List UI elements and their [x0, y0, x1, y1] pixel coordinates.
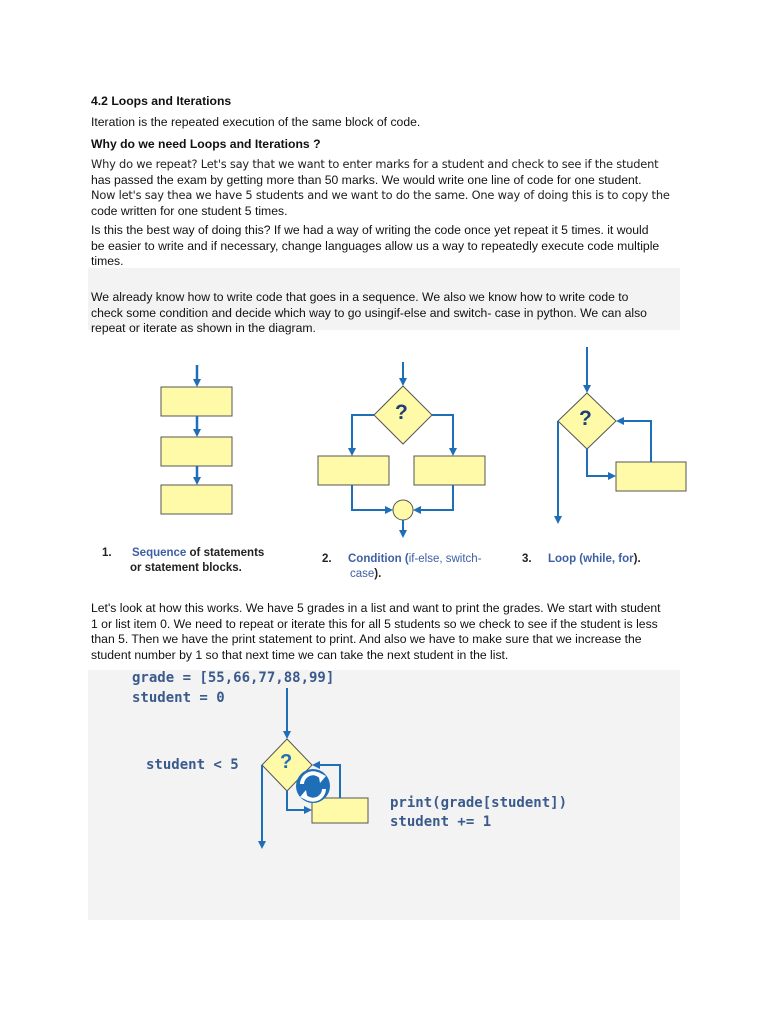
- caption-3-number: 3.: [522, 553, 532, 565]
- why-line-2: has passed the exam by getting more than 50 marks. We would write one line of code for one student.: [91, 172, 642, 187]
- why-heading: Why do we need Loops and Iterations ?: [91, 137, 321, 151]
- code-condition: student < 5: [146, 757, 239, 773]
- example-line-3: than 5. Then we have the print statement to print. And also we have to make sure that we increase the: [91, 632, 642, 646]
- code-question-mark: ?: [280, 751, 293, 773]
- caption-2-end: ).: [374, 568, 382, 580]
- caption-3-blue: Loop (while, for: [548, 553, 634, 565]
- best-way-line-3: times.: [91, 254, 124, 268]
- best-way-line-2: be easier to write and if necessary, change languages allow us a way to repeatedly execute code multiple: [91, 238, 660, 253]
- caption-1-rest: of statements: [186, 547, 265, 559]
- why-line-4: code written for one student 5 times.: [91, 203, 288, 218]
- code-grade-line: grade = [55,66,77,88,99]: [132, 670, 335, 686]
- example-paragraph: [91, 601, 691, 663]
- example-line-1: Let's look at how this works. We have 5 grades in a list and want to print the grades. We start with student: [91, 601, 661, 615]
- code-print-line: print(grade[student]): [390, 795, 568, 811]
- code-loop-diagram: [262, 688, 368, 845]
- caption-2-number: 2.: [322, 553, 332, 565]
- caption-sequence: [102, 547, 264, 559]
- caption-2-blue3: case: [350, 568, 375, 580]
- caption-sequence-line-2: [130, 562, 242, 574]
- loop-diagram: [558, 347, 686, 520]
- sequence-line-1: We already know how to write code that goes in a sequence. We also we know how to write code to: [91, 290, 629, 304]
- code-increment-line: student += 1: [390, 814, 492, 830]
- caption-1-number: 1.: [102, 547, 112, 559]
- condition-diagram: [318, 362, 485, 534]
- caption-1-line2: or statement blocks.: [130, 562, 242, 574]
- sequence-diagram: [161, 365, 232, 514]
- caption-1-blue: Sequence: [132, 547, 187, 559]
- caption-2-blue1: Condition (: [348, 553, 409, 565]
- sequence-line-3: repeat or iterate as shown in the diagram.: [91, 321, 316, 335]
- code-student-init: student = 0: [132, 690, 225, 706]
- example-line-4: student number by 1 so that next time we can take the next student in the list.: [91, 647, 509, 662]
- example-line-2: 1 or list item 0. We need to repeat or iterate this for all 5 students so we check to see if the student is less: [91, 616, 658, 631]
- caption-condition: [322, 553, 482, 565]
- definition-text: Iteration is the repeated execution of the same block of code.: [91, 115, 421, 129]
- loop-question-mark: ?: [579, 407, 592, 430]
- section-title: 4.2 Loops and Iterations: [91, 94, 232, 108]
- why-line-1: Why do we repeat? Let's say that we want to enter marks for a student and check to see if the student: [91, 157, 659, 171]
- caption-2-blue2: if-else, switch-: [408, 553, 482, 565]
- caption-condition-line-2: [350, 568, 381, 580]
- condition-question-mark: ?: [395, 401, 408, 424]
- best-way-line-1: Is this the best way of doing this? If we had a way of writing the code once yet repeat it 5 times. it would: [91, 223, 649, 237]
- caption-loop: [522, 553, 641, 565]
- caption-3-end: ).: [633, 553, 641, 565]
- sequence-line-2: check some condition and decide which way to go usingif-else and switch- case in python. We can also: [91, 305, 647, 320]
- why-line-3: Now let's say thea we have 5 students and we want to do the same. One way of doing this is to copy the: [91, 188, 670, 202]
- refresh-cycle-icon: [296, 769, 330, 803]
